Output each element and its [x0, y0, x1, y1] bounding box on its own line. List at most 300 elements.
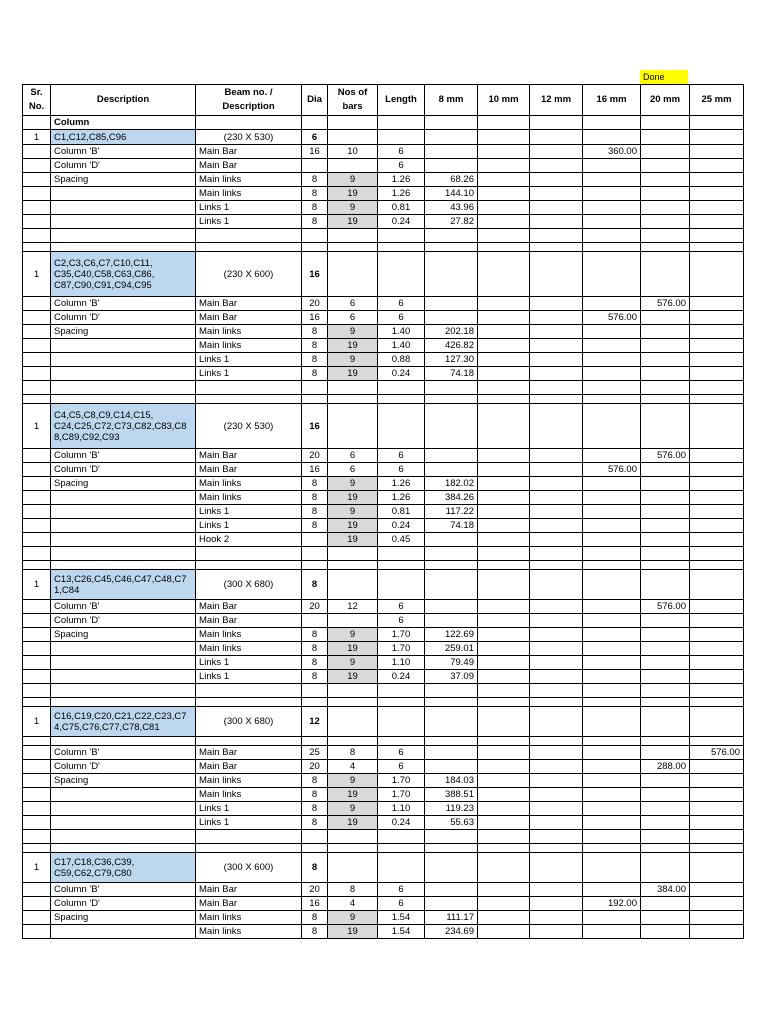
- table-cell: 19: [328, 925, 378, 939]
- empty-cell: [23, 505, 51, 519]
- table-cell: 8: [302, 802, 328, 816]
- table-cell: [425, 600, 478, 614]
- table-cell: 1.70: [378, 788, 425, 802]
- empty-cell: [641, 547, 690, 561]
- empty-cell: [641, 252, 690, 297]
- empty-cell: [302, 116, 328, 130]
- empty-cell: [530, 853, 583, 883]
- table-cell: 16: [302, 311, 328, 325]
- table-cell: [425, 145, 478, 159]
- table-cell: Main links: [196, 339, 302, 353]
- table-cell: [51, 925, 196, 939]
- table-cell: [641, 353, 690, 367]
- table-cell: [478, 746, 530, 760]
- column-group-header-row: [23, 404, 744, 449]
- table-cell: 1.10: [378, 802, 425, 816]
- table-cell: 8: [302, 339, 328, 353]
- empty-cell: [530, 404, 583, 449]
- empty-cell: [641, 116, 690, 130]
- table-cell: Links 1: [196, 201, 302, 215]
- table-cell: [425, 297, 478, 311]
- table-row: [23, 215, 744, 229]
- table-cell: Links 1: [196, 802, 302, 816]
- table-row: [23, 774, 744, 788]
- table-cell: Main Bar: [196, 449, 302, 463]
- empty-cell: [425, 707, 478, 737]
- empty-cell: [583, 130, 641, 145]
- table-cell: [328, 614, 378, 628]
- table-cell: [690, 925, 744, 939]
- column-header: 10 mm: [478, 85, 530, 116]
- empty-cell: [196, 698, 302, 707]
- empty-cell: [328, 116, 378, 130]
- table-cell: [51, 187, 196, 201]
- empty-cell: [583, 243, 641, 252]
- empty-cell: [530, 395, 583, 404]
- table-cell: [641, 325, 690, 339]
- empty-cell: [302, 737, 328, 746]
- table-cell: 122.69: [425, 628, 478, 642]
- table-cell: [51, 816, 196, 830]
- empty-cell: [302, 830, 328, 844]
- empty-cell: [23, 802, 51, 816]
- empty-cell: [425, 737, 478, 746]
- empty-cell: [302, 229, 328, 243]
- table-cell: [641, 642, 690, 656]
- table-cell: [583, 449, 641, 463]
- empty-cell: [328, 570, 378, 600]
- table-cell: [478, 463, 530, 477]
- table-cell: Main Bar: [196, 463, 302, 477]
- empty-cell: [425, 698, 478, 707]
- empty-cell: [51, 547, 196, 561]
- description-line: C13,C26,C45,C46,C47,C48,C7: [54, 573, 187, 585]
- empty-cell: [23, 670, 51, 684]
- table-cell: [690, 367, 744, 381]
- table-cell: 8: [302, 925, 328, 939]
- table-cell: 9: [328, 201, 378, 215]
- table-cell: [425, 897, 478, 911]
- empty-cell: [690, 243, 744, 252]
- table-cell: Column 'D': [51, 159, 196, 173]
- empty-cell: [196, 844, 302, 853]
- table-row: [23, 614, 744, 628]
- empty-cell: [690, 404, 744, 449]
- table-cell: Main links: [196, 173, 302, 187]
- table-cell: [641, 628, 690, 642]
- table-cell: Main Bar: [196, 883, 302, 897]
- table-cell: 19: [328, 816, 378, 830]
- table-cell: [641, 533, 690, 547]
- table-cell: 19: [328, 533, 378, 547]
- description-line: C87,C90,C91,C94,C95: [54, 279, 152, 291]
- description-line: C24,C25,C72,C73,C82,C83,C8: [54, 420, 187, 432]
- table-cell: 1.40: [378, 339, 425, 353]
- table-cell: [530, 325, 583, 339]
- table-cell: 8: [302, 911, 328, 925]
- empty-cell: [690, 229, 744, 243]
- table-cell: [51, 802, 196, 816]
- serial-number: 1: [23, 707, 51, 737]
- table-cell: [690, 600, 744, 614]
- empty-cell: [690, 130, 744, 145]
- table-cell: 8: [302, 816, 328, 830]
- table-cell: [690, 519, 744, 533]
- table-cell: [583, 491, 641, 505]
- table-cell: [690, 774, 744, 788]
- table-cell: 0.81: [378, 201, 425, 215]
- table-cell: [530, 600, 583, 614]
- dia-value: 16: [302, 404, 328, 449]
- table-cell: 119.23: [425, 802, 478, 816]
- table-cell: Spacing: [51, 774, 196, 788]
- table-cell: 12: [328, 600, 378, 614]
- table-cell: [583, 628, 641, 642]
- empty-cell: [51, 830, 196, 844]
- empty-cell: [23, 201, 51, 215]
- table-cell: [530, 353, 583, 367]
- table-cell: 182.02: [425, 477, 478, 491]
- empty-cell: [23, 477, 51, 491]
- table-cell: [51, 670, 196, 684]
- spacer-row: [23, 547, 744, 561]
- table-cell: [641, 173, 690, 187]
- empty-cell: [302, 698, 328, 707]
- table-cell: 6: [378, 145, 425, 159]
- spacer-row: [23, 844, 744, 853]
- table-row: [23, 325, 744, 339]
- empty-cell: [23, 883, 51, 897]
- table-cell: [478, 325, 530, 339]
- empty-cell: [690, 116, 744, 130]
- empty-cell: [23, 116, 51, 130]
- empty-cell: [51, 698, 196, 707]
- empty-cell: [23, 642, 51, 656]
- table-cell: 1.26: [378, 173, 425, 187]
- table-cell: [583, 173, 641, 187]
- table-cell: [530, 628, 583, 642]
- empty-cell: [641, 830, 690, 844]
- empty-cell: [23, 547, 51, 561]
- table-cell: [425, 746, 478, 760]
- empty-cell: [425, 404, 478, 449]
- table-cell: [51, 491, 196, 505]
- table-cell: [425, 760, 478, 774]
- empty-cell: [378, 404, 425, 449]
- spacer-row: [23, 395, 744, 404]
- empty-cell: [478, 570, 530, 600]
- empty-cell: [378, 570, 425, 600]
- table-cell: 144.10: [425, 187, 478, 201]
- description-line: C4,C5,C8,C9,C14,C15,: [54, 409, 154, 421]
- table-cell: 8: [302, 477, 328, 491]
- table-cell: 20: [302, 600, 328, 614]
- empty-cell: [378, 130, 425, 145]
- table-cell: 8: [302, 656, 328, 670]
- table-cell: [641, 911, 690, 925]
- table-cell: [530, 670, 583, 684]
- empty-cell: [583, 547, 641, 561]
- column-header: 16 mm: [583, 85, 641, 116]
- description-line: C2,C3,C6,C7,C10,C11,: [54, 257, 153, 269]
- empty-cell: [425, 243, 478, 252]
- table-cell: [51, 519, 196, 533]
- table-cell: Links 1: [196, 670, 302, 684]
- empty-cell: [583, 381, 641, 395]
- table-cell: [690, 491, 744, 505]
- table-cell: Column 'D': [51, 897, 196, 911]
- table-cell: Links 1: [196, 519, 302, 533]
- table-cell: 19: [328, 215, 378, 229]
- table-cell: [530, 802, 583, 816]
- table-cell: [690, 215, 744, 229]
- empty-cell: [641, 404, 690, 449]
- empty-cell: [23, 684, 51, 698]
- empty-cell: [425, 830, 478, 844]
- empty-cell: [425, 561, 478, 570]
- description-line: C59,C62,C79,C80: [54, 867, 132, 879]
- empty-cell: [328, 243, 378, 252]
- table-cell: 9: [328, 325, 378, 339]
- column-group-description: [51, 130, 196, 145]
- empty-cell: [378, 252, 425, 297]
- empty-cell: [51, 737, 196, 746]
- table-cell: [641, 614, 690, 628]
- table-row: [23, 311, 744, 325]
- empty-cell: [530, 547, 583, 561]
- column-header: Description: [51, 85, 196, 116]
- table-cell: [641, 746, 690, 760]
- empty-cell: [196, 684, 302, 698]
- empty-cell: [478, 395, 530, 404]
- table-cell: [478, 491, 530, 505]
- table-cell: [530, 533, 583, 547]
- empty-cell: [478, 252, 530, 297]
- empty-cell: [690, 570, 744, 600]
- table-cell: [583, 339, 641, 353]
- empty-cell: [23, 325, 51, 339]
- table-row: [23, 600, 744, 614]
- table-cell: 8: [302, 173, 328, 187]
- table-cell: [478, 925, 530, 939]
- empty-cell: [530, 684, 583, 698]
- table-row: [23, 925, 744, 939]
- table-cell: [530, 788, 583, 802]
- empty-cell: [425, 570, 478, 600]
- table-cell: [425, 533, 478, 547]
- table-cell: Column 'B': [51, 449, 196, 463]
- empty-cell: [478, 737, 530, 746]
- table-cell: [51, 788, 196, 802]
- table-cell: [690, 897, 744, 911]
- description-line: C35,C40,C58,C63,C86,: [54, 268, 155, 280]
- table-cell: 202.18: [425, 325, 478, 339]
- table-cell: Main Bar: [196, 600, 302, 614]
- empty-cell: [51, 395, 196, 404]
- table-cell: 288.00: [641, 760, 690, 774]
- table-cell: [641, 367, 690, 381]
- table-cell: [530, 897, 583, 911]
- table-cell: 576.00: [641, 449, 690, 463]
- table-cell: 1.70: [378, 774, 425, 788]
- table-cell: [51, 353, 196, 367]
- table-cell: [641, 215, 690, 229]
- empty-cell: [23, 911, 51, 925]
- table-cell: [641, 339, 690, 353]
- empty-cell: [328, 395, 378, 404]
- table-cell: 43.96: [425, 201, 478, 215]
- table-cell: [690, 816, 744, 830]
- table-cell: 74.18: [425, 367, 478, 381]
- table-cell: [478, 656, 530, 670]
- table-cell: [583, 505, 641, 519]
- empty-cell: [425, 547, 478, 561]
- column-group-description: [51, 707, 196, 737]
- table-cell: [478, 883, 530, 897]
- table-cell: [530, 477, 583, 491]
- empty-cell: [478, 116, 530, 130]
- table-cell: 6: [378, 883, 425, 897]
- table-cell: [583, 297, 641, 311]
- empty-cell: [530, 707, 583, 737]
- column-header: 8 mm: [425, 85, 478, 116]
- empty-cell: [478, 853, 530, 883]
- table-cell: 10: [328, 145, 378, 159]
- table-cell: 0.24: [378, 215, 425, 229]
- table-cell: [51, 201, 196, 215]
- table-cell: [478, 201, 530, 215]
- empty-cell: [378, 116, 425, 130]
- empty-cell: [690, 698, 744, 707]
- empty-cell: [51, 684, 196, 698]
- dia-value: 12: [302, 707, 328, 737]
- column-group-description: [51, 570, 196, 600]
- table-cell: [530, 505, 583, 519]
- column-group-description: [51, 252, 196, 297]
- empty-cell: [583, 561, 641, 570]
- empty-cell: [328, 547, 378, 561]
- table-cell: Main links: [196, 642, 302, 656]
- table-cell: 79.49: [425, 656, 478, 670]
- table-cell: [478, 802, 530, 816]
- table-cell: 1.26: [378, 187, 425, 201]
- empty-cell: [378, 707, 425, 737]
- table-cell: Links 1: [196, 353, 302, 367]
- empty-cell: [378, 853, 425, 883]
- table-cell: Column 'B': [51, 297, 196, 311]
- table-cell: [641, 491, 690, 505]
- table-cell: [690, 802, 744, 816]
- empty-cell: [23, 816, 51, 830]
- table-cell: 1.70: [378, 642, 425, 656]
- empty-cell: [530, 116, 583, 130]
- empty-cell: [196, 229, 302, 243]
- empty-cell: [328, 684, 378, 698]
- serial-number: 1: [23, 853, 51, 883]
- empty-cell: [23, 519, 51, 533]
- table-cell: [690, 201, 744, 215]
- table-cell: [690, 311, 744, 325]
- table-cell: [583, 201, 641, 215]
- table-cell: [302, 159, 328, 173]
- table-cell: [478, 614, 530, 628]
- empty-cell: [328, 737, 378, 746]
- table-cell: 111.17: [425, 911, 478, 925]
- table-cell: [583, 788, 641, 802]
- table-cell: [425, 614, 478, 628]
- empty-cell: [530, 252, 583, 297]
- table-row: [23, 802, 744, 816]
- empty-cell: [425, 684, 478, 698]
- table-cell: Column 'B': [51, 746, 196, 760]
- table-cell: 384.26: [425, 491, 478, 505]
- table-cell: 8: [302, 628, 328, 642]
- table-row: [23, 911, 744, 925]
- empty-cell: [425, 229, 478, 243]
- table-cell: Main links: [196, 911, 302, 925]
- table-cell: [478, 519, 530, 533]
- empty-cell: [302, 547, 328, 561]
- table-cell: Column 'B': [51, 883, 196, 897]
- empty-cell: [583, 116, 641, 130]
- table-cell: [530, 463, 583, 477]
- table-row: [23, 628, 744, 642]
- empty-cell: [23, 925, 51, 939]
- table-cell: 8: [302, 519, 328, 533]
- empty-cell: [478, 561, 530, 570]
- table-cell: [530, 614, 583, 628]
- table-cell: 25: [302, 746, 328, 760]
- bar-bending-schedule-table: [22, 84, 744, 939]
- table-cell: 0.24: [378, 519, 425, 533]
- column-header: Nos of bars: [328, 85, 378, 116]
- table-cell: [478, 670, 530, 684]
- dia-value: 8: [302, 853, 328, 883]
- table-cell: [690, 463, 744, 477]
- column-group-header-row: [23, 252, 744, 297]
- empty-cell: [51, 381, 196, 395]
- table-cell: 6: [378, 449, 425, 463]
- empty-cell: [378, 561, 425, 570]
- table-cell: Column 'D': [51, 311, 196, 325]
- table-row: [23, 173, 744, 187]
- table-cell: [641, 670, 690, 684]
- column-header: Length: [378, 85, 425, 116]
- table-cell: [641, 925, 690, 939]
- table-cell: 6: [328, 311, 378, 325]
- spacer-row: [23, 561, 744, 570]
- table-cell: 117.22: [425, 505, 478, 519]
- table-cell: [51, 656, 196, 670]
- table-cell: [583, 600, 641, 614]
- empty-cell: [378, 830, 425, 844]
- empty-cell: [478, 698, 530, 707]
- table-cell: 6: [378, 760, 425, 774]
- table-cell: [583, 519, 641, 533]
- table-cell: [530, 816, 583, 830]
- table-cell: 6: [378, 311, 425, 325]
- empty-cell: [690, 547, 744, 561]
- empty-cell: [196, 561, 302, 570]
- empty-cell: [583, 737, 641, 746]
- table-cell: 234.69: [425, 925, 478, 939]
- table-cell: 1.40: [378, 325, 425, 339]
- empty-cell: [378, 737, 425, 746]
- empty-cell: [23, 491, 51, 505]
- table-row: [23, 788, 744, 802]
- empty-cell: [583, 707, 641, 737]
- empty-cell: [690, 381, 744, 395]
